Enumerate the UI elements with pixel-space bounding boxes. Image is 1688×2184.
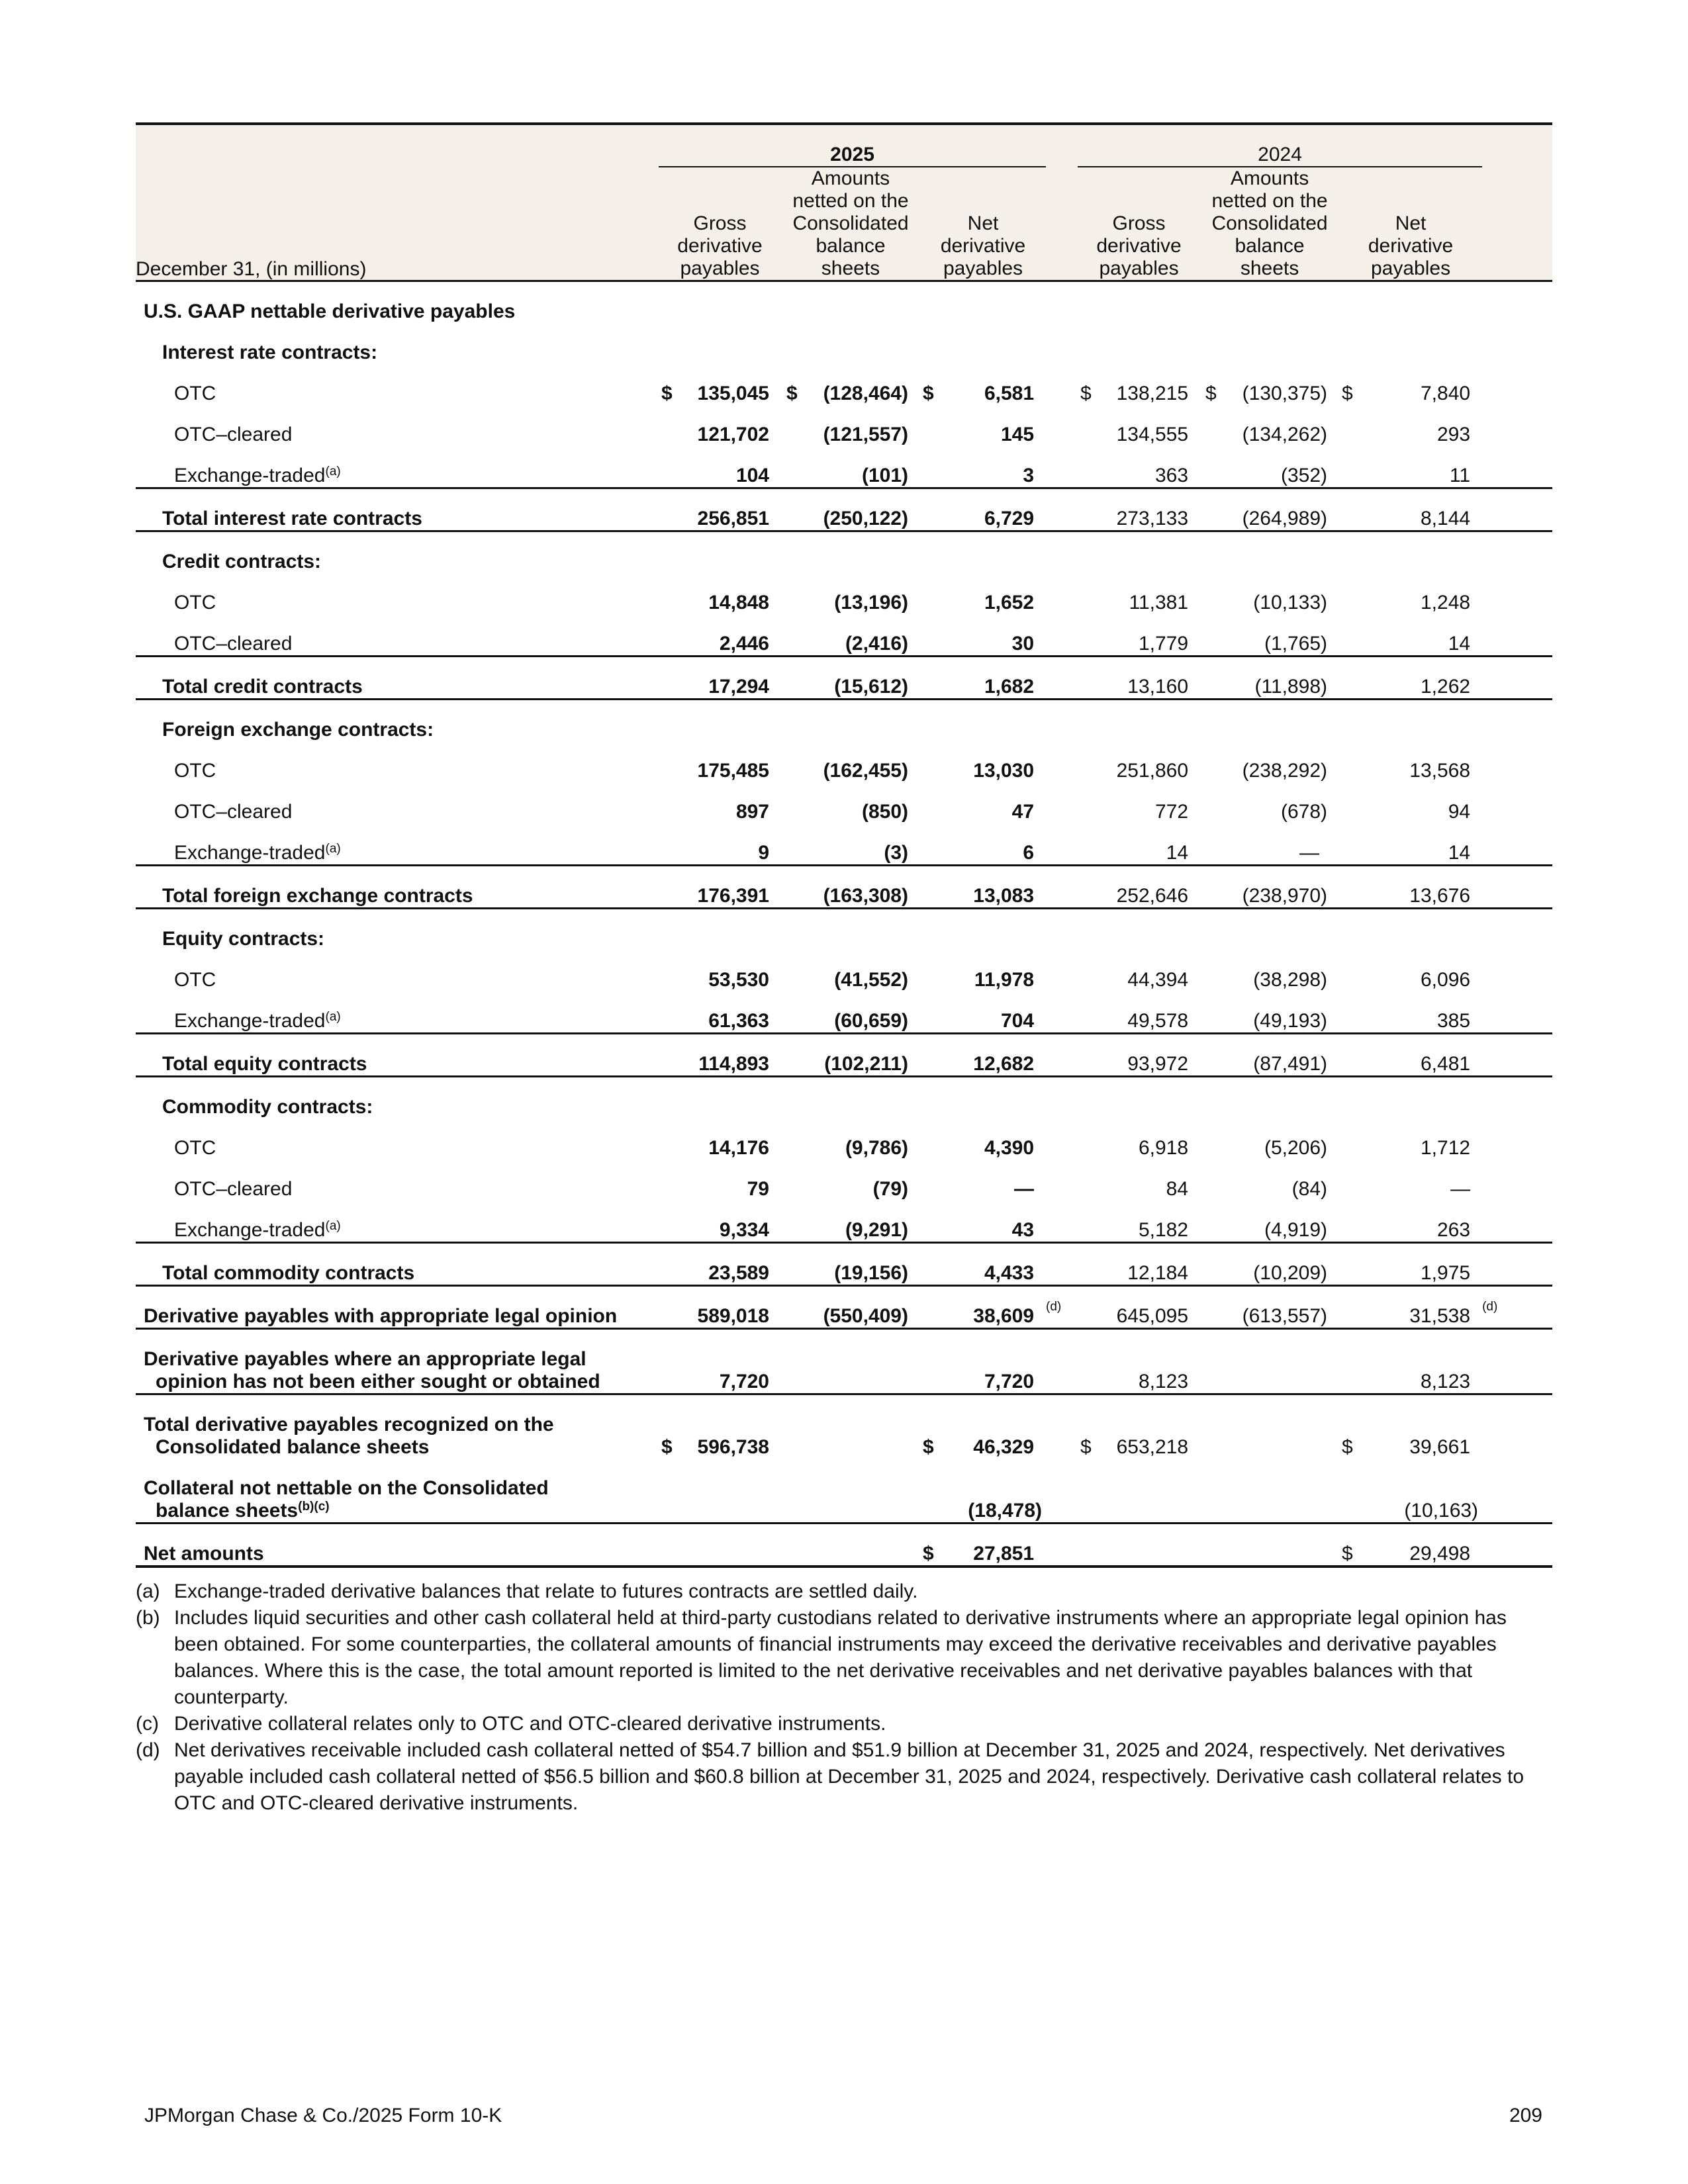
year-header-row [136,124,1552,166]
section-header-row: U.S. GAAP nettable derivative payables [144,300,516,322]
legal-opinion-row: Derivative payables with appropriate legal opinion 589,018 (550,409) 38,609 (d) 645,095 (613,557) 31,538 (d) [136,1286,1552,1329]
row-label-header: December 31, (in millions) [136,167,659,281]
table-row: OTC–cleared 897 (850) 47 772 (678) 94 [174,801,1471,823]
col-gross-2025: Gross derivative payables [659,167,781,281]
footnotes [136,1578,1552,1817]
col-net-2024: Net derivative payables [1339,167,1482,281]
footnote-ref-d: (d) [1482,1286,1552,1329]
total-row: Total foreign exchange contracts 176,391 (163,308) 13,083 252,646 (238,970) 13,676 [136,866,1552,909]
table-row: Exchange-traded$^{(a)}$ 9,334 (9,291) 43 5,182 (4,919) 263 [174,1219,1471,1241]
total-row: Total interest rate contracts 256,851 (250,122) 6,729 273,133 (264,989) 8,144 [136,488,1552,531]
year-2024-header: 2024 [1078,124,1482,166]
col-net-2025: Net derivative payables [920,167,1046,281]
category-title-row: Foreign exchange contracts: [136,700,1552,742]
derivative-payables-table [136,122,1552,1568]
table-row: Exchange-traded$^{(a)}$ 9 (3) 6 14 — 14 [174,842,1471,864]
category-title-row: Credit contracts: [136,531,1552,574]
col-gross-2024: Gross derivative payables [1078,167,1200,281]
table-row: Exchange-traded$^{(a)}$ 104 (101) 3 363 (352) 11 [174,465,1471,486]
footnote-c: (c) Derivative collateral relates only to OTC and OTC-cleared derivative instruments. [136,1713,886,1735]
category-title-row: Equity contracts: [136,909,1552,951]
table-row: OTC 53,530 (41,552) 11,978 44,394 (38,298) 6,096 [174,969,1471,991]
total-row: Total credit contracts 17,294 (15,612) 1,682 13,160 (11,898) 1,262 [136,657,1552,700]
column-header-row [136,167,1552,281]
total-row: Total equity contracts 114,893 (102,211) 12,682 93,972 (87,491) 6,481 [136,1034,1552,1077]
total-recognized-row: Total derivative payables recognized on the Consolidated balance sheets $ 596,738 $ 46,329 $ 653,218 $ 39,661 [136,1394,1552,1459]
col-netted-2025: Amounts netted on the Consolidated balance sheets [781,167,920,281]
category-title-row: Interest rate contracts: [162,341,378,363]
col-netted-2024: Amounts netted on the Consolidated balance sheets [1200,167,1339,281]
category-title-row: Commodity contracts: [136,1077,1552,1119]
year-2025-header: 2025 [659,124,1046,166]
table-row: OTC $ 135,045 $ (128,464) $ 6,581 $ 138,215 $ (130,375) $ 7,840 [174,383,1471,404]
footnote-b: (b) Includes liquid securities and other cash collateral held at third-party custodians related to derivative instruments where an appropriate legal opinion has been obtained. For some counterparties, the collateral amounts of financial instruments may exceed the derivative receivables and derivative payables balances. Where this is the case, the total amount reported is limited to the net derivative receivables and net derivative payables balances with that counterparty. [136,1607,1507,1708]
table-row: OTC–cleared 2,446 (2,416) 30 1,779 (1,765) 14 [174,633,1471,655]
net-amounts-row: Net amounts $ 27,851 $ 29,498 [136,1524,1552,1567]
table-row: OTC–cleared 79 (79) — 84 (84) — [174,1178,1471,1200]
total-row: Total commodity contracts 23,589 (19,156) 4,433 12,184 (10,209) 1,975 [136,1243,1552,1286]
page-number: 209 [1509,2105,1542,2126]
footer-document-title: JPMorgan Chase & Co./2025 Form 10-K [144,2105,502,2126]
table-row: Exchange-traded$^{(a)}$ 61,363 (60,659) 704 49,578 (49,193) 385 [174,1010,1471,1032]
table-row: OTC 14,848 (13,196) 1,652 11,381 (10,133) 1,248 [174,592,1471,614]
no-legal-opinion-row: Derivative payables where an appropriate legal opinion has not been either sought or obtained 7,720 7,720 8,123 8,123 [136,1329,1552,1394]
table-row: OTC 175,485 (162,455) 13,030 251,860 (238,292) 13,568 [174,760,1471,782]
table-row: OTC–cleared 121,702 (121,557) 145 134,555 (134,262) 293 [174,424,1471,445]
table-row: OTC 14,176 (9,786) 4,390 6,918 (5,206) 1,712 [174,1137,1471,1159]
footnote-ref-d: (d) [1046,1286,1078,1329]
footnote-d: (d) Net derivatives receivable included cash collateral netted of $54.7 billion and $51.9 billion at December 31, 2025 and 2024, respectively. Net derivatives payable included cash collateral netted of $56.5 billion and $60.8 billion at December 31, 2025 and 2024, respectively. Derivative cash collateral relates to OTC and OTC-cleared derivative instruments. [136,1739,1524,1814]
collateral-row: Collateral not nettable on the Consolidated balance sheets$^{(b)(c)}$ (18,478) (10,163) [144,1477,1479,1522]
footnote-a: (a) Exchange-traded derivative balances that relate to futures contracts are settled daily. [136,1580,918,1602]
